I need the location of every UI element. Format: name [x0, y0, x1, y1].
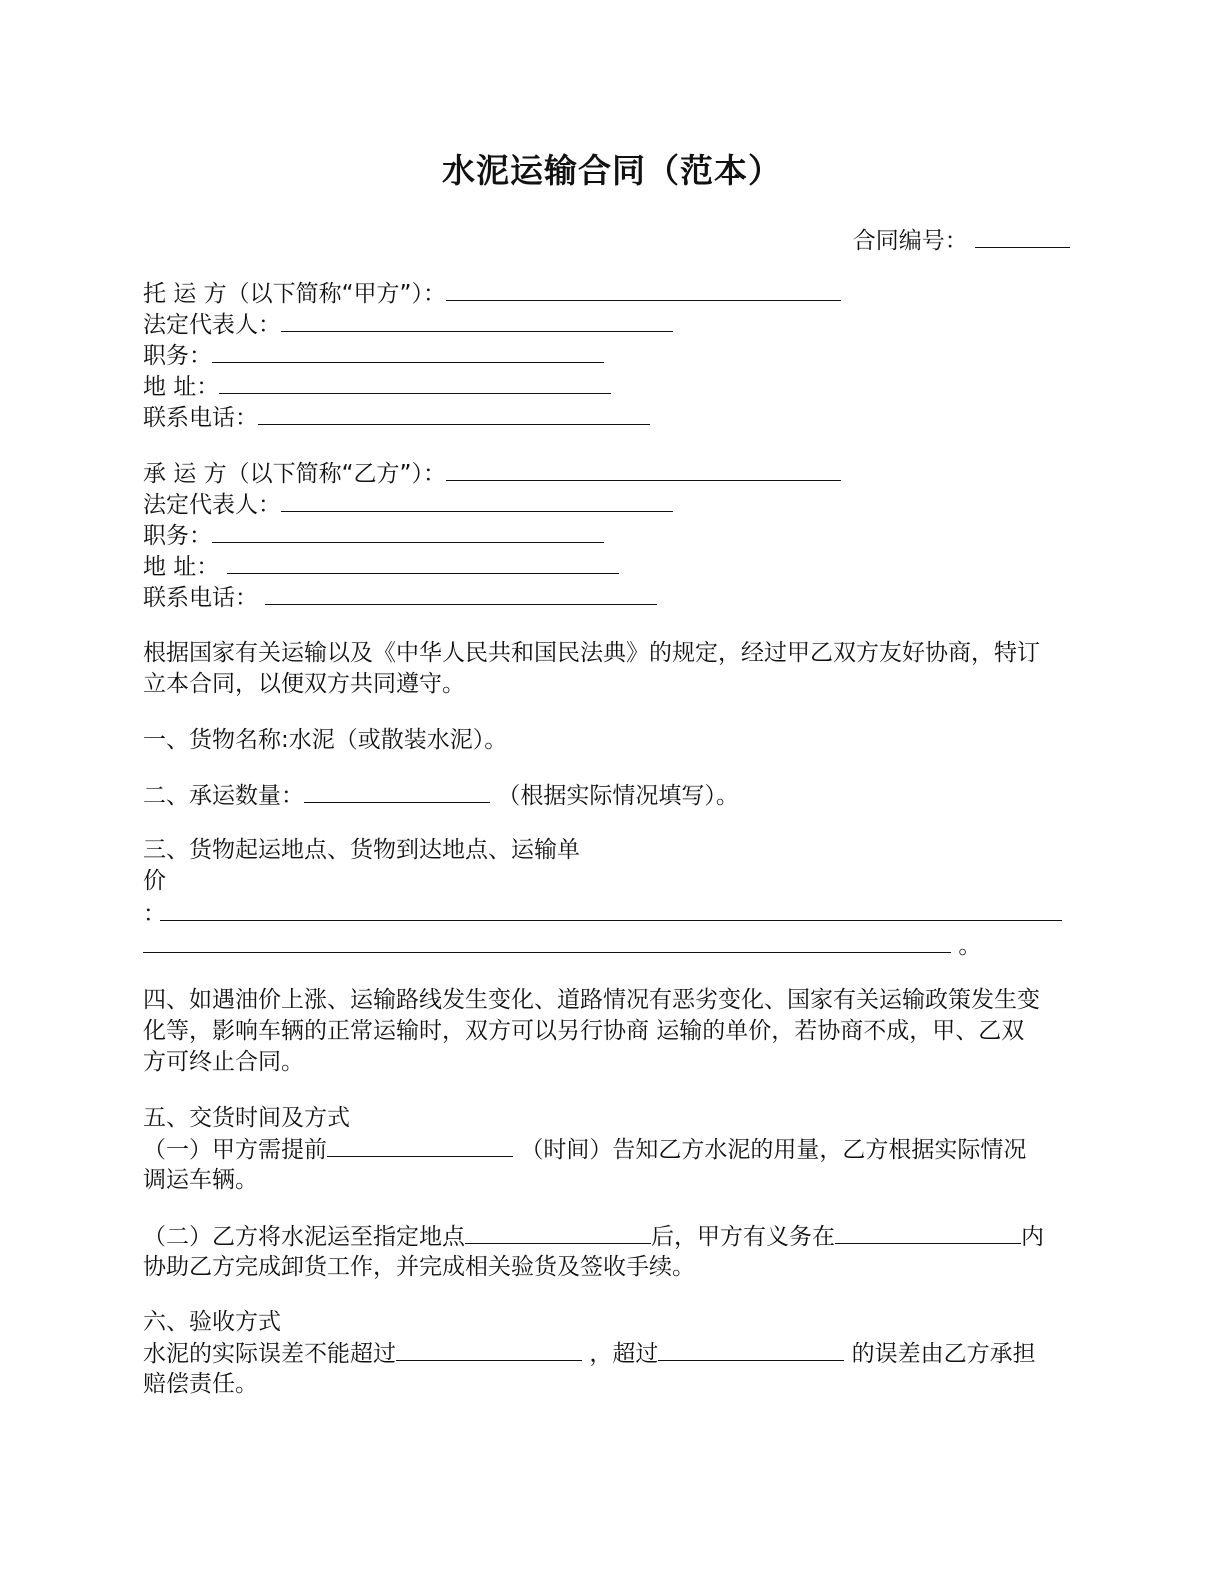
- clause-6-blank-2: [658, 1338, 844, 1361]
- clause-6-line-1: [143, 1338, 1036, 1370]
- party-a-phone-line: [143, 402, 650, 434]
- intro-line-1: 根据国家有关运输以及《中华人民共和国民法典》的规定，经过甲乙双方友好协商，特订: [143, 640, 1040, 666]
- clause-5-item-1-line-2: 调运车辆。: [143, 1167, 258, 1193]
- party-a-name-line: [143, 278, 841, 310]
- clause-5-item-1-prefix: （一）甲方需提前: [143, 1137, 327, 1163]
- party-b-phone-label: 联系电话：: [143, 585, 258, 611]
- clause-5-item-2-prefix: （二）乙方将水泥运至指定地点: [143, 1224, 465, 1250]
- document-title: 水泥运输合同（范本）: [442, 151, 782, 190]
- clause-6-blank-1: [396, 1338, 582, 1361]
- contract-number-label: 合同编号：: [852, 228, 968, 254]
- contract-number-blank: [975, 225, 1070, 248]
- clause-3-colon: ：: [143, 901, 166, 927]
- party-b-title-line: [143, 520, 604, 552]
- party-a-title-label: 职务：: [143, 343, 212, 369]
- party-a-rep-line: [143, 309, 673, 341]
- clause-6-heading: 六、验收方式: [143, 1309, 281, 1335]
- clause-3-line-4: [143, 930, 981, 962]
- clause-2: [143, 780, 739, 812]
- clause-6-suffix: 的误差由乙方承担: [851, 1341, 1036, 1367]
- party-b-name-blank: [446, 458, 841, 481]
- party-b-rep-blank: [281, 489, 673, 512]
- clause-6-line-2: 赔偿责任。: [143, 1371, 258, 1397]
- party-a-name-blank: [446, 278, 841, 301]
- clause-3-blank-2: [143, 930, 951, 953]
- clause-1: 一、货物名称:水泥（或散装水泥）。: [143, 727, 508, 753]
- clause-3-line-2: 价: [143, 868, 166, 894]
- intro-line-2: 立本合同，以便双方共同遵守。: [143, 671, 465, 697]
- party-a-rep-blank: [281, 309, 673, 332]
- clause-5-item-2-suffix: 内: [1021, 1224, 1044, 1250]
- clause-3-blank-1: [160, 898, 1062, 921]
- clause-3-line-3: [143, 898, 1062, 930]
- clause-3-line-1: 三、货物起运地点、货物到达地点、运输单: [143, 837, 580, 863]
- clause-4-line-2: 化等，影响车辆的正常运输时，双方可以另行协商 运输的单价，若协商不成，甲、乙双: [143, 1018, 1025, 1044]
- clause-5-item-2-mid: 后，甲方有义务在: [651, 1224, 835, 1250]
- clause-6-prefix: 水泥的实际误差不能超过: [143, 1341, 396, 1367]
- clause-4-line-1: 四、如遇油价上涨、运输路线发生变化、道路情况有恶劣变化、国家有关运输政策发生变: [143, 987, 1040, 1013]
- clause-3-end: 。: [958, 933, 982, 959]
- clause-5-item-2-blank-2: [835, 1221, 1021, 1244]
- party-b-address-label: 地 址：: [143, 554, 220, 580]
- party-b-rep-label: 法定代表人：: [143, 492, 281, 518]
- party-b-name-label: 承 运 方（以下简称“乙方”）：: [143, 461, 446, 487]
- clause-2-blank: [304, 780, 490, 803]
- party-b-address-blank: [227, 551, 619, 574]
- party-a-title-blank: [212, 340, 604, 363]
- clause-4-line-3: 方可终止合同。: [143, 1049, 304, 1075]
- clause-5-heading: 五、交货时间及方式: [143, 1105, 350, 1131]
- party-b-phone-line: [143, 582, 657, 614]
- party-b-title-label: 职务：: [143, 523, 212, 549]
- party-b-rep-line: [143, 489, 673, 521]
- party-a-phone-blank: [258, 402, 650, 425]
- party-b-address-line: [143, 551, 619, 583]
- party-a-title-line: [143, 340, 604, 372]
- clause-5-item-1: [143, 1134, 1026, 1166]
- clause-5-item-2: [143, 1221, 1044, 1253]
- clause-2-prefix: 二、承运数量：: [143, 783, 304, 809]
- clause-2-suffix: （根据实际情况填写）。: [497, 783, 739, 809]
- party-a-name-label: 托 运 方（以下简称“甲方”）：: [143, 281, 446, 307]
- party-a-address-blank: [219, 371, 611, 394]
- clause-5-item-2-blank-1: [465, 1221, 651, 1244]
- party-a-rep-label: 法定代表人：: [143, 312, 281, 338]
- contract-number: [853, 222, 1070, 255]
- party-b-name-line: [143, 458, 841, 490]
- clause-5-item-1-suffix: （时间）告知乙方水泥的用量，乙方根据实际情况: [520, 1137, 1027, 1163]
- party-b-phone-blank: [265, 582, 657, 605]
- clause-5-item-1-blank: [327, 1134, 513, 1157]
- party-a-address-label: 地 址：: [143, 374, 220, 400]
- party-a-phone-label: 联系电话：: [143, 405, 258, 431]
- party-b-title-blank: [212, 520, 604, 543]
- party-a-address-line: [143, 371, 611, 403]
- clause-5-item-2-line-2: 协助乙方完成卸货工作，并完成相关验货及签收手续。: [143, 1254, 695, 1280]
- clause-6-mid: ，超过: [589, 1341, 659, 1367]
